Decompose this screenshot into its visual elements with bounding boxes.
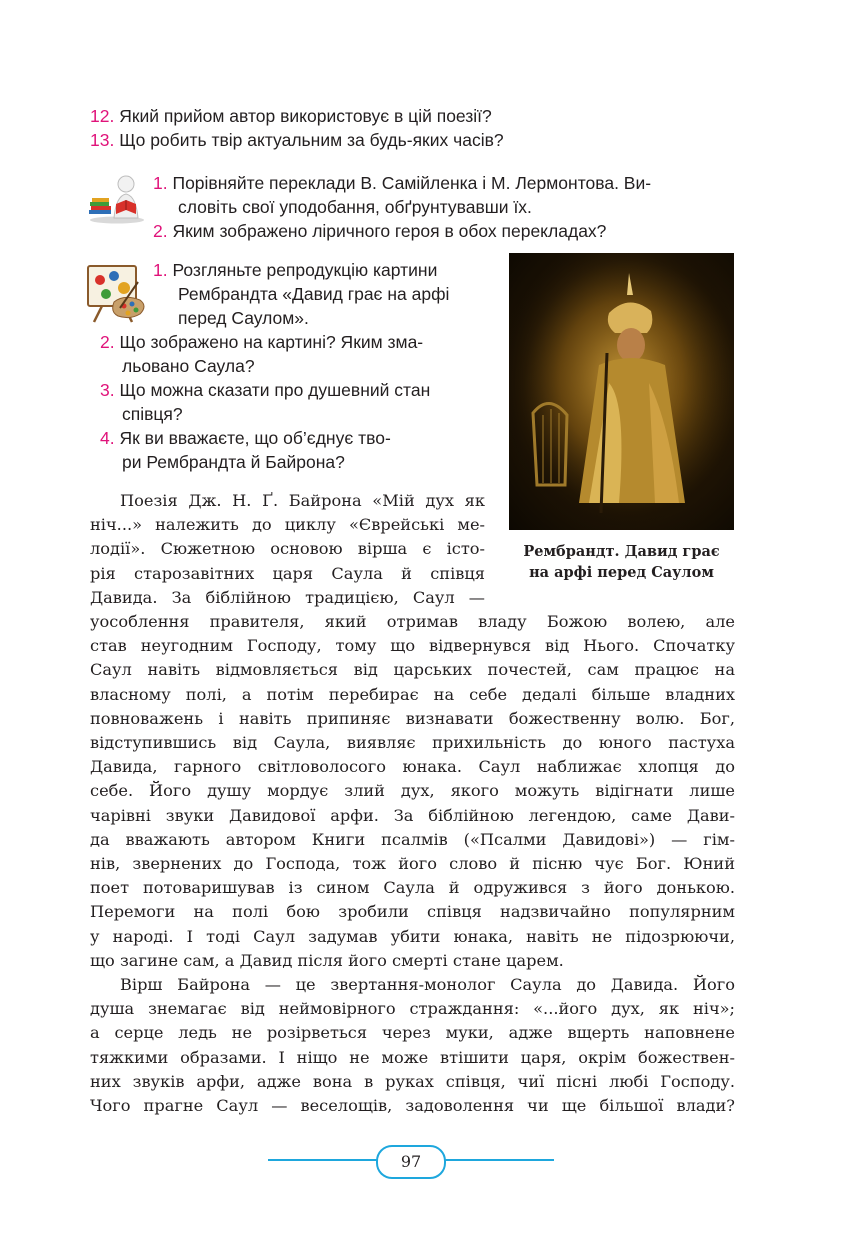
art-item-2-line-1: 2. Що зображено на картині? Яким зма- (100, 332, 424, 352)
figure-caption: Рембрандт. Давид грає на арфі перед Саулом (523, 543, 720, 581)
page-number: 97 (376, 1145, 446, 1179)
body-paragraph-wide: уособлення правителя, який отримав владу Божою волею, але став неугодним Господу, тому що відвернувся від Нього. Спочатку Саул навіть відмовляється від царських почестей, сам працює на власному полі, а потім перебирає на себе дедалі більше владних повноважень і навіть припиняє визнавати божественну волю. Бог, відступившись від Саула, виявляє прихильність до юного пастуха Давида, гарного світловолосого юнака. Саул наближає хлопця до себе. Його душу мордує злий дух, якого можуть відігнати лише чарівні звуки Давидової арфи. За біблійною легендою, саме Дави- да вважають автором Книги псалмів («Псалми Давидові») — гім- нів, звернених до Господа, тож його слово й пісню чує Бог. Юний поет потоваришував із сином Саула й одружився з його донькою. Перемоги на полі бою зробили співця надзвичайно популярним у народі. І тоді Саул задумав убити юнака, навіть не підозрюючи, що загине сам, а Давид після його смерті стане царем. (90, 612, 735, 970)
question-13: 13. Що робить твір актуальним за будь-яких часів? (90, 130, 504, 150)
footer-line-left (268, 1159, 378, 1161)
art-item-3-line-1: 3. Що можна сказати про душевний стан (100, 380, 431, 400)
art-item-2-line-2: льовано Саула? (122, 356, 255, 376)
art-item-4-line-2: ри Рембрандта й Байрона? (122, 452, 345, 472)
art-item-3-line-2: співця? (122, 404, 183, 424)
art-item-1-line-2: Рембрандта «Давид грає на арфі (178, 284, 450, 304)
rembrandt-painting-image (509, 253, 734, 530)
compare-item-1-line-2: словіть свої уподобання, обґрунтувавши їх. (178, 197, 532, 217)
footer-line-right (442, 1159, 554, 1161)
compare-item-1-line-1: 1. Порівняйте переклади В. Самійленка і М. Лермонтова. Ви- (153, 173, 652, 193)
compare-item-2: 2. Яким зображено ліричного героя в обох перекладах? (153, 221, 607, 241)
art-item-1-line-1: 1. Розгляньте репродукцію картини (153, 260, 438, 280)
body-paragraph-narrow: Поезія Дж. Н. Ґ. Байрона «Мій дух як ніч...» належить до циклу «Єврейські ме- лодії». Сюжетною основою вірша є істо- рія старозавітних царя Саула й співця Давида. За біблійною традицією, Саул — (90, 491, 485, 607)
painting-easel-palette-icon (84, 262, 148, 324)
reading-person-with-books-icon (86, 174, 148, 224)
art-item-4-line-1: 4. Як ви вважаєте, що об’єднує тво- (100, 428, 391, 448)
question-12: 12. Який прийом автор використовує в цій поезії? (90, 106, 492, 126)
art-item-1-line-3: перед Саулом». (178, 308, 309, 328)
body-paragraph-2: Вірш Байрона — це звертання-монолог Саула до Давида. Його душа знемагає від неймовірного страждання: «...його дух, як ніч»; а серце ледь не розірветься через муки, адже вщерть наповнене тяжкими образами. І ніщо не може втішити царя, окрім божествен- них звуків арфи, адже вона в руках співця, чиї пісні любі Господу. Чого прагне Саул — веселощів, задоволення чи ще більшої влади? (90, 975, 735, 1116)
